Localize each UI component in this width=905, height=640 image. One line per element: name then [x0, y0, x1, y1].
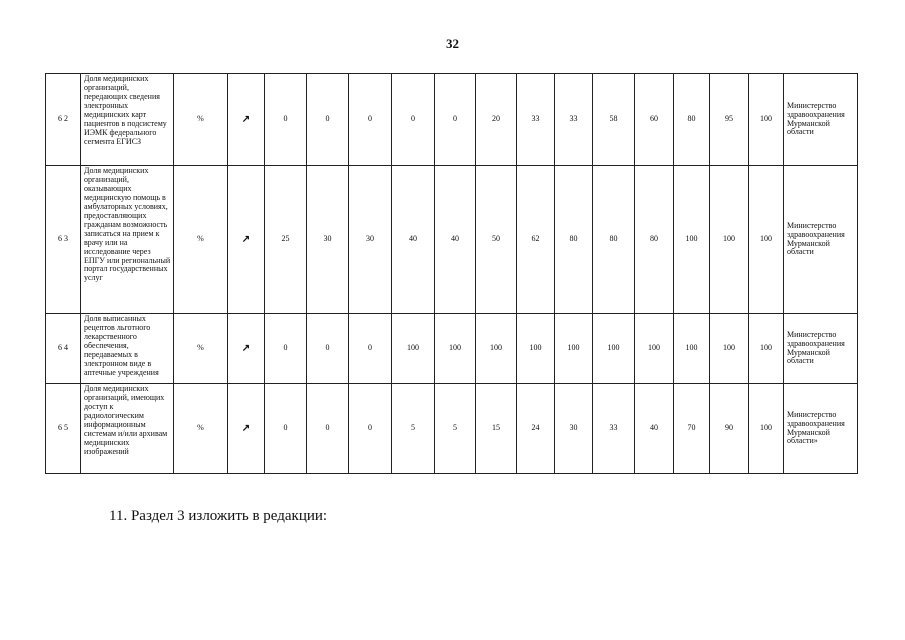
value-cell: 100 [435, 314, 476, 384]
unit-cell: % [174, 384, 228, 474]
section-note: 11. Раздел 3 изложить в редакции: [109, 508, 328, 524]
value-cell: 0 [265, 314, 307, 384]
trend-arrow-icon: ↗ [228, 74, 265, 166]
table-row [46, 314, 858, 384]
value-cell: 0 [349, 74, 392, 166]
indicator-name: Доля медицинских организаций, передающих сведения электронных медицинских карт пациентов в подсистему ИЭМК федерального сегмента ЕГИСЗ [81, 74, 174, 166]
row-number: 6 4 [46, 314, 81, 384]
row-number: 6 2 [46, 74, 81, 166]
unit-cell: % [174, 74, 228, 166]
value-cell: 20 [476, 74, 517, 166]
value-cell: 100 [749, 384, 784, 474]
value-cell: 70 [674, 384, 710, 474]
value-cell: 100 [593, 314, 635, 384]
value-cell: 33 [555, 74, 593, 166]
row-number: 6 5 [46, 384, 81, 474]
indicator-name: Доля медицинских организаций, имеющих доступ к радиологическим информационным системам и/или архивам медицинских изображений [81, 384, 174, 474]
value-cell: 0 [307, 74, 349, 166]
indicators-table [45, 73, 858, 474]
table-row [46, 166, 858, 314]
value-cell: 100 [749, 314, 784, 384]
value-cell: 100 [635, 314, 674, 384]
trend-arrow-icon: ↗ [228, 314, 265, 384]
value-cell: 24 [517, 384, 555, 474]
value-cell: 25 [265, 166, 307, 314]
value-cell: 100 [674, 166, 710, 314]
value-cell: 33 [517, 74, 555, 166]
value-cell: 100 [555, 314, 593, 384]
value-cell: 100 [392, 314, 435, 384]
value-cell: 100 [710, 166, 749, 314]
value-cell: 100 [710, 314, 749, 384]
value-cell: 100 [674, 314, 710, 384]
value-cell: 95 [710, 74, 749, 166]
value-cell: 30 [307, 166, 349, 314]
value-cell: 100 [517, 314, 555, 384]
value-cell: 40 [392, 166, 435, 314]
value-cell: 40 [635, 384, 674, 474]
table-row [46, 74, 858, 166]
value-cell: 0 [265, 74, 307, 166]
value-cell: 0 [307, 384, 349, 474]
value-cell: 30 [555, 384, 593, 474]
trend-arrow-icon: ↗ [228, 166, 265, 314]
unit-cell: % [174, 314, 228, 384]
page-number: 32 [446, 36, 459, 51]
value-cell: 0 [392, 74, 435, 166]
table-body [46, 74, 858, 474]
responsible-ministry: Министерство здравоохранения Мурманской области [784, 74, 858, 166]
indicator-name: Доля медицинских организаций, оказывающих медицинскую помощь в амбулаторных условиях, предоставляющих гражданам возможность записаться на прием к врачу или на исследование через ЕПГУ или региональный портал государственных услуг [81, 166, 174, 314]
value-cell: 0 [435, 74, 476, 166]
value-cell: 0 [307, 314, 349, 384]
responsible-ministry: Министерство здравоохранения Мурманской области [784, 314, 858, 384]
value-cell: 58 [593, 74, 635, 166]
value-cell: 30 [349, 166, 392, 314]
indicator-name: Доля выписанных рецептов льготного лекарственного обеспечения, передаваемых в электронном виде в аптечные учреждения [81, 314, 174, 384]
unit-cell: % [174, 166, 228, 314]
value-cell: 100 [476, 314, 517, 384]
value-cell: 0 [265, 384, 307, 474]
row-number: 6 3 [46, 166, 81, 314]
trend-arrow-icon: ↗ [228, 384, 265, 474]
value-cell: 62 [517, 166, 555, 314]
value-cell: 5 [435, 384, 476, 474]
value-cell: 100 [749, 74, 784, 166]
value-cell: 80 [593, 166, 635, 314]
value-cell: 33 [593, 384, 635, 474]
value-cell: 40 [435, 166, 476, 314]
responsible-ministry: Министерство здравоохранения Мурманской области [784, 166, 858, 314]
value-cell: 80 [555, 166, 593, 314]
value-cell: 80 [635, 166, 674, 314]
value-cell: 60 [635, 74, 674, 166]
value-cell: 5 [392, 384, 435, 474]
value-cell: 90 [710, 384, 749, 474]
value-cell: 100 [749, 166, 784, 314]
value-cell: 80 [674, 74, 710, 166]
table-row [46, 384, 858, 474]
value-cell: 15 [476, 384, 517, 474]
value-cell: 50 [476, 166, 517, 314]
responsible-ministry: Министерство здравоохранения Мурманской области» [784, 384, 858, 474]
value-cell: 0 [349, 384, 392, 474]
value-cell: 0 [349, 314, 392, 384]
